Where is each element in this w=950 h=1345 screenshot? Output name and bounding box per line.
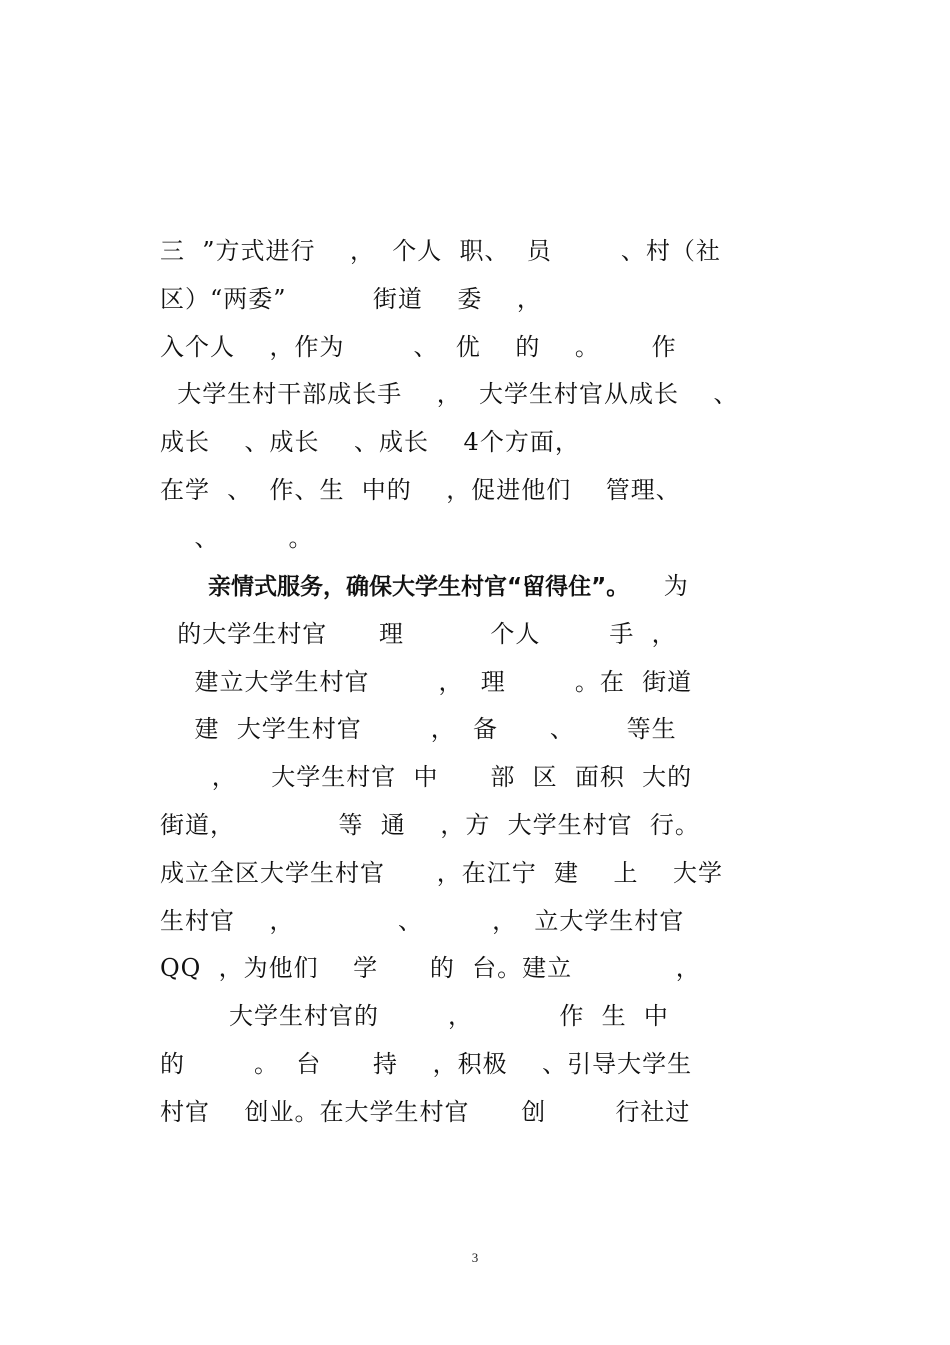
paragraph-line: QQ ，为他们 学 的 台。建立 ， [160, 954, 701, 983]
paragraph-line: 区）“两委” 街道 委 ， [160, 284, 680, 313]
paragraph-line: 街道， 等 通 ，方 大学生村官 行。 [160, 810, 700, 839]
paragraph-heading-tail: 为 [629, 572, 724, 600]
paragraph-2 [160, 563, 800, 1137]
paragraph-line: 三 ”方式进行 ， 个人 职、 员 、村（社 [160, 237, 721, 265]
paragraph-line: 在学 、 作、生 中的 ，促进他们 管理、 [160, 475, 716, 504]
paragraph-heading: 亲情式服务，确保大学生村官“留得住”。 [208, 574, 630, 600]
paragraph-1 [160, 228, 800, 563]
paragraph-line: 生村官 ， 、 ， 立大学生村官 [160, 906, 685, 935]
paragraph-line: 的大学生村官 理 个人 手 ， [160, 619, 677, 648]
paragraph-heading-line [160, 563, 800, 611]
paragraph-line: 成长 、成长 、成长 4个方面， [160, 428, 684, 457]
paragraph-line: 村官 创业。在大学生村官 创 行社过 [160, 1097, 691, 1126]
paragraph-line: 大学生村干部成长手 ， 大学生村官从成长 、 [160, 380, 739, 409]
paragraph-line: ， 大学生村官 中 部 区 面积 大的 [160, 763, 693, 792]
paragraph-line: 、 。 [160, 523, 314, 552]
paragraph-line: 入个人 ，作为 、 优 的 。 作 [160, 332, 677, 361]
paragraph-line: 的 。 台 持 ，积极 、引导大学生 [160, 1049, 693, 1078]
paragraph-line: 建立大学生村官 ， 理 。在 街道 [160, 667, 693, 696]
paragraph-line: 大学生村官的 ， 作 生 中 [160, 1002, 669, 1031]
paragraph-line: 建 大学生村官 ， 备 、 等生 [160, 715, 677, 744]
paragraph-line: 成立全区大学生村官 ，在江宁 建 上 大学 [160, 858, 724, 887]
page-number: 3 [471, 1250, 479, 1265]
